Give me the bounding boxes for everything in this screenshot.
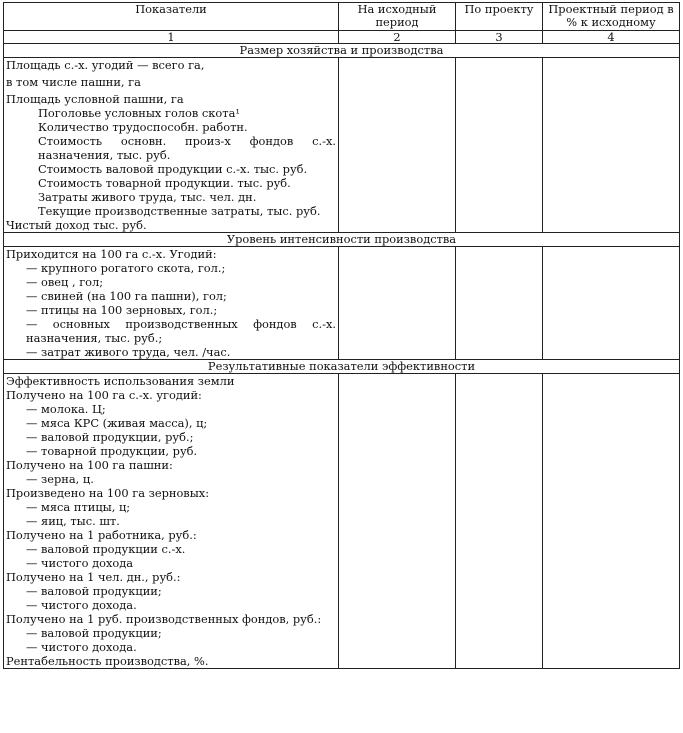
indicator-item: Рентабельность производства, %. <box>6 654 209 668</box>
indicator-item: Приходится на 100 га с.-х. Угодий: <box>6 247 217 261</box>
indicator-item: Поголовье условных голов скота¹ <box>38 106 240 120</box>
indicator-item: Получено на 1 чел. дн., руб.: <box>6 570 181 584</box>
indicator-item: Получено на 1 руб. производственных фондов, руб.: <box>6 612 322 626</box>
indicator-item: Получено на 100 га пашни: <box>6 458 173 472</box>
value-cell-project <box>456 247 543 360</box>
section-heading-row <box>4 233 680 247</box>
value-cell-initial <box>339 247 456 360</box>
section-body-row <box>4 374 680 669</box>
value-cell-initial <box>339 58 456 233</box>
column-number: 2 <box>339 31 456 44</box>
indicator-item: — чистого дохода <box>26 556 134 570</box>
header-row <box>4 3 680 31</box>
indicator-item: — валовой продукции; <box>26 626 162 640</box>
indicator-item: — чистого дохода. <box>26 598 137 612</box>
header-initial-period: На исходный период <box>339 3 456 31</box>
indicators-table <box>3 2 680 669</box>
column-number: 3 <box>456 31 543 44</box>
indicator-item: Текущие производственные затраты, тыс. руб. <box>38 204 321 218</box>
value-cell-percent <box>543 247 680 360</box>
indicator-item: — валовой продукции с.-х. <box>26 542 186 556</box>
section-heading-row <box>4 44 680 58</box>
column-number: 1 <box>4 31 339 44</box>
indicator-item: Эффективность использования земли <box>6 374 235 388</box>
column-number-row <box>4 31 680 44</box>
header-project-percent: Проектный период в % к исходному <box>543 3 680 31</box>
section-body-row <box>4 247 680 360</box>
section-heading-row <box>4 360 680 374</box>
value-cell-initial <box>339 374 456 669</box>
indicator-item: — чистого дохода. <box>26 640 137 654</box>
indicator-item: — основных производственных фондов с.-х. назначения, тыс. руб.; <box>26 317 336 345</box>
indicator-item: — валовой продукции; <box>26 584 162 598</box>
indicator-item: — молока. Ц; <box>26 402 106 416</box>
header-by-project: По проекту <box>456 3 543 31</box>
section-items <box>4 374 339 669</box>
indicator-item: — мяса КРС (живая масса), ц; <box>26 416 208 430</box>
indicator-item: Чистый доход тыс. руб. <box>6 218 147 232</box>
indicator-item: Количество трудоспособн. работн. <box>38 120 248 134</box>
value-cell-percent <box>543 58 680 233</box>
indicator-item: — валовой продукции, руб.; <box>26 430 194 444</box>
value-cell-project <box>456 374 543 669</box>
indicator-item: — овец , гол; <box>26 275 104 289</box>
column-number: 4 <box>543 31 680 44</box>
indicator-item: Получено на 100 га с.-х. угодий: <box>6 388 202 402</box>
indicator-item: — товарной продукции, руб. <box>26 444 198 458</box>
indicator-item: — свиней (на 100 га пашни), гол; <box>26 289 227 303</box>
indicator-item: — затрат живого труда, чел. /час. <box>26 345 231 359</box>
indicator-item: — крупного рогатого скота, гол.; <box>26 261 226 275</box>
indicator-item: Стоимость товарной продукции. тыс. руб. <box>38 176 291 190</box>
indicator-item: Площадь с.-х. угодий — всего га, <box>6 58 205 72</box>
indicator-item: Произведено на 100 га зерновых: <box>6 486 210 500</box>
section-title: Размер хозяйства и производства <box>4 44 680 58</box>
indicator-item: Стоимость валовой продукции с.-х. тыс. руб. <box>38 162 308 176</box>
indicator-item: Стоимость основн. произ-х фондов с.-х. назначения, тыс. руб. <box>38 134 336 162</box>
section-title: Уровень интенсивности производства <box>4 233 680 247</box>
indicator-item: — птицы на 100 зерновых, гол.; <box>26 303 218 317</box>
indicator-item: — яиц, тыс. шт. <box>26 514 120 528</box>
section-items <box>4 247 339 360</box>
indicator-item: Площадь условной пашни, га <box>6 92 184 106</box>
indicator-item: в том числе пашни, га <box>6 75 141 89</box>
indicator-item: Получено на 1 работника, руб.: <box>6 528 197 542</box>
header-indicators: Показатели <box>4 3 339 31</box>
section-title: Результативные показатели эффективности <box>4 360 680 374</box>
indicator-item: Затраты живого труда, тыс. чел. дн. <box>38 190 257 204</box>
indicator-item: — мяса птицы, ц; <box>26 500 131 514</box>
section-items <box>4 58 339 233</box>
section-body-row <box>4 58 680 233</box>
value-cell-project <box>456 58 543 233</box>
value-cell-percent <box>543 374 680 669</box>
indicator-item: — зерна, ц. <box>26 472 94 486</box>
